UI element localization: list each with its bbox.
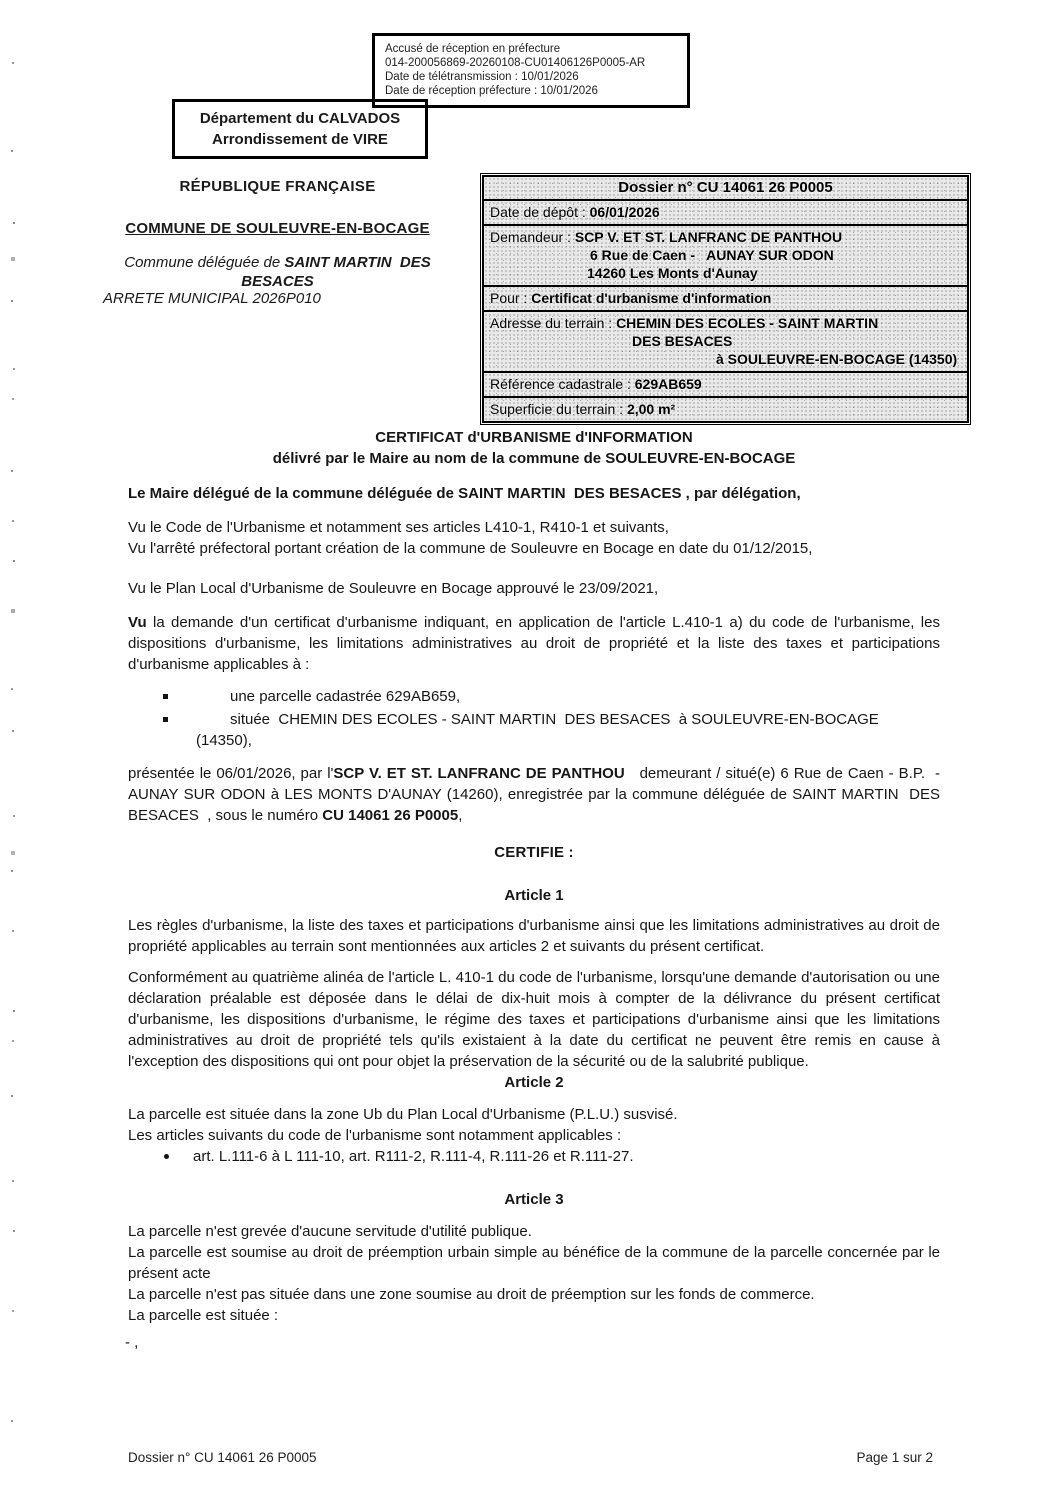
bullet-situee-line2: (14350), (196, 732, 252, 749)
article-2-bullet-list (128, 1146, 940, 1167)
demandeur-row (484, 224, 967, 285)
footer-dossier-number: Dossier n° CU 14061 26 P0005 (128, 1450, 317, 1465)
reference-cadastrale-row (484, 371, 967, 396)
vu-arrete-prefectoral: Vu l'arrêté préfectoral portant création de la commune de Souleuvre en Bocage en date du 01/12/2015, (128, 540, 813, 557)
article-3-paragraph-4: La parcelle est située : (128, 1307, 279, 1324)
article-3-heading: Article 3 (504, 1191, 564, 1208)
dash-mark: - , (125, 1334, 139, 1351)
article-3-paragraph-1: La parcelle n'est grevée d'aucune servitude d'utilité publique. (128, 1223, 532, 1240)
delegated-prefix: Commune déléguée de (124, 254, 285, 271)
maire-delegation-line: Le Maire délégué de la commune déléguée de SAINT MARTIN DES BESACES , par délégation, (128, 485, 801, 502)
pour-label: Pour : (490, 290, 532, 306)
presentee-dossier-number: CU 14061 26 P0005 (322, 807, 459, 824)
demandeur-name: SCP V. ET ST. LANFRANC DE PANTHOU (574, 229, 843, 245)
vu-plan-local: Vu le Plan Local d'Urbanisme de Souleuvre en Bocage approuvé le 23/09/2021, (128, 580, 659, 597)
stamp-line-1: Accusé de réception en préfecture (385, 43, 561, 55)
dossier-number-header: Dossier n° CU 14061 26 P0005 (618, 179, 833, 196)
scan-speckles (0, 0, 2, 2)
adresse-terrain-line3: à SOULEUVRE-EN-BOCAGE (14350) (716, 351, 958, 367)
presentee-paragraph (128, 763, 940, 826)
presentee-part2: demeurant / situé(e) 6 Rue de Caen - B.P. - AUNAY SUR ODON à LES MONTS D'AUNAY (14260), enregistrée par la commune déléguée de SAINT MARTIN DES BESACES , sous le numéro (128, 765, 940, 824)
presentee-part3: , (458, 807, 463, 824)
certificate-title-line1: CERTIFICAT d'URBANISME d'INFORMATION (375, 429, 693, 446)
page-footer (128, 1450, 933, 1465)
adresse-terrain-line2: DES BESACES (632, 333, 733, 349)
pour-value: Certificat d'urbanisme d'information (531, 290, 772, 306)
arrondissement-line: Arrondissement de VIRE (212, 131, 388, 148)
adresse-terrain-label: Adresse du terrain : (490, 315, 617, 331)
demandeur-label: Demandeur : (490, 229, 575, 245)
superficie-row (484, 396, 967, 421)
article-2-paragraph-1: La parcelle est située dans la zone Ub du Plan Local d'Urbanisme (P.L.U.) susvisé. (128, 1106, 678, 1123)
vu-demande-paragraph (128, 612, 940, 675)
parcelle-bullet-list (128, 686, 940, 751)
delegated-name: SAINT MARTIN DES BESACES (241, 254, 431, 290)
article-1-paragraph-2: Conformément au quatrième alinéa de l'article L. 410-1 du code de l'urbanisme, lorsqu'une demande d'autorisation ou une déclaration préalable est déposée dans le délai de dix-huit mois à compter de la délivrance du présent certificat d'urbanisme, les dispositions d'urbanisme, le régime des taxes et participations d'urbanisme ainsi que les limitations administratives au droit de propriété tels qu'ils existaient à la date du certificat ne peuvent être remis en cause à l'exception des dispositions qui ont pour objet la préservation de la sécurité ou de la salubrité publique. (128, 969, 940, 1070)
article-3-paragraph-3: La parcelle n'est pas située dans une zone soumise au droit de préemption sur les fonds de commerce. (128, 1286, 815, 1303)
article-2-heading: Article 2 (504, 1074, 564, 1091)
delegated-commune-line (95, 253, 460, 291)
article-2-paragraph-2: Les articles suivants du code de l'urbanisme sont notamment applicables : (128, 1127, 622, 1144)
pour-row (484, 285, 967, 310)
bullet-parcelle-situee (128, 709, 940, 751)
adresse-terrain-row (484, 310, 967, 371)
bullet-parcelle-cadastree: une parcelle cadastrée 629AB659, (128, 686, 940, 707)
article-2-bullet: art. L.111-6 à L 111-10, art. R111-2, R.111-4, R.111-26 et R.111-27. (128, 1146, 940, 1167)
vu-demande-prefix: Vu (128, 614, 147, 631)
reference-cadastrale-value: 629AB659 (634, 376, 702, 392)
reference-cadastrale-label: Référence cadastrale : (490, 376, 635, 392)
depot-date-label: Date de dépôt : (490, 204, 590, 220)
superficie-value: 2,00 m² (626, 401, 676, 417)
document-body (125, 420, 940, 1353)
commune-header-block (95, 177, 460, 308)
vu-code-urbanisme: Vu le Code de l'Urbanisme et notamment ses articles L410-1, R410-1 et suivants, (128, 519, 669, 536)
superficie-label: Superficie du terrain : (490, 401, 627, 417)
certifie-heading: CERTIFIE : (494, 844, 574, 861)
depot-date-value: 06/01/2026 (589, 204, 660, 220)
demandeur-address-line: 6 Rue de Caen - AUNAY SUR ODON (590, 247, 834, 263)
certificate-title-line2: délivré par le Maire au nom de la commune de SOULEUVRE-EN-BOCAGE (272, 450, 796, 467)
dossier-table (482, 175, 969, 423)
vu-demande-rest: la demande d'un certificat d'urbanisme indiquant, en application de l'article L.410-1 a) du code de l'urbanisme, les dispositions d'urbanisme, les limitations administratives au droit de propriété et la liste des taxes et participations d'urbanisme applicables à : (128, 614, 940, 673)
footer-page-number: Page 1 sur 2 (856, 1450, 933, 1465)
presentee-part1: présentée le 06/01/2026, par l' (128, 765, 334, 782)
republic-title: RÉPUBLIQUE FRANÇAISE (179, 178, 376, 195)
prefecture-stamp-box (372, 33, 690, 108)
stamp-teletransmission-date: Date de télétransmission : 10/01/2026 (385, 71, 579, 83)
demandeur-city-line: 14260 Les Monts d'Aunay (587, 265, 758, 281)
article-1-heading: Article 1 (504, 887, 564, 904)
commune-title: COMMUNE DE SOULEUVRE-EN-BOCAGE (125, 220, 430, 237)
adresse-terrain-value: CHEMIN DES ECOLES - SAINT MARTIN (616, 315, 879, 331)
department-line: Département du CALVADOS (199, 110, 401, 127)
bullet-situee-line1: située CHEMIN DES ECOLES - SAINT MARTIN DES BESACES à SOULEUVRE-EN-BOCAGE (230, 711, 879, 728)
stamp-reception-date: Date de réception préfecture : 10/01/2026 (385, 85, 598, 97)
department-box (172, 99, 428, 159)
presentee-demandeur-name: SCP V. ET ST. LANFRANC DE PANTHOU (333, 765, 625, 782)
arrete-municipal-line: ARRETE MUNICIPAL 2026P010 (103, 290, 321, 307)
depot-date-row (484, 199, 967, 224)
article-1-paragraph-1: Les règles d'urbanisme, la liste des taxes et participations d'urbanisme ainsi que les limitations administratives au droit de propriété applicables au terrain sont mentionnées aux articles 2 et suivants du présent certificat. (128, 917, 940, 955)
article-3-paragraph-2: La parcelle est soumise au droit de préemption urbain simple au bénéfice de la commune de la parcelle concernée par le présent acte (128, 1244, 940, 1282)
stamp-reference-number: 014-200056869-20260108-CU01406126P0005-AR (385, 57, 646, 69)
